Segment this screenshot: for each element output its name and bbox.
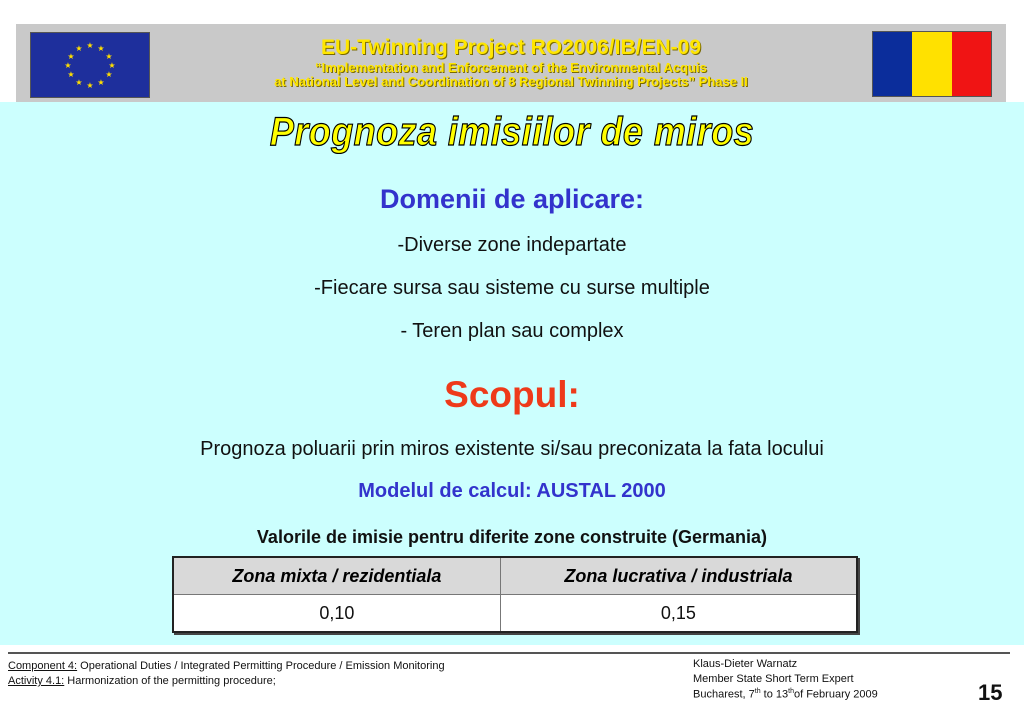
svg-text:★: ★ — [64, 61, 72, 70]
svg-text:★: ★ — [105, 70, 113, 79]
svg-text:★: ★ — [97, 78, 105, 87]
place-mid: to 13 — [760, 688, 789, 701]
application-item: -Fiecare sursa sau sisteme cu surse multiple — [314, 277, 710, 299]
flag-stripe-yellow — [912, 32, 951, 96]
application-item: -Diverse zone indepartate — [397, 234, 627, 256]
table-caption: Valorile de imisie pentru diferite zone construite (Germania) — [256, 527, 768, 547]
slide-title: Prognoza imisiilor de miros — [269, 110, 755, 154]
project-subtitle-line1: “Implementation and Enforcement of the Environmental Acquis — [315, 60, 707, 75]
table-row — [173, 595, 857, 633]
footer-role: Member State Short Term Expert — [693, 673, 854, 685]
application-item: - Teren plan sau complex — [400, 320, 624, 342]
model-label: Modelul de calcul: AUSTAL 2000 — [358, 480, 666, 502]
svg-text:★: ★ — [97, 44, 105, 53]
svg-text:★: ★ — [75, 78, 83, 87]
table-cell: 0,10 — [173, 595, 500, 633]
romania-flag-icon — [872, 31, 992, 97]
place-suffix: of February 2009 — [793, 688, 878, 701]
svg-text:★: ★ — [108, 61, 116, 70]
footer-activity — [8, 675, 276, 687]
svg-text:★: ★ — [86, 81, 94, 90]
footer-place-date — [693, 688, 878, 701]
table-header-row — [173, 557, 857, 595]
eu-flag-icon — [30, 32, 150, 98]
project-title: EU-Twinning Project RO2006/IB/EN-09 — [320, 36, 702, 59]
svg-text:★: ★ — [86, 41, 94, 50]
place-prefix: Bucharest, 7 — [693, 688, 755, 701]
applications-heading: Domenii de aplicare: — [379, 184, 645, 214]
date-suffix: th — [754, 688, 761, 695]
header-band — [16, 24, 1006, 102]
svg-text:★: ★ — [67, 52, 75, 61]
project-subtitle-line2: at National Level and Coordination of 8 Regional Twinning Projects” Phase II — [274, 74, 748, 89]
svg-text:★: ★ — [105, 52, 113, 61]
flag-stripe-blue — [873, 32, 912, 96]
flag-stripe-red — [952, 32, 991, 96]
emission-values-table — [172, 556, 858, 633]
svg-text:★: ★ — [67, 70, 75, 79]
footer-divider — [8, 652, 1010, 654]
scope-text: Prognoza poluarii prin miros existente si/sau preconizata la fata locului — [200, 438, 824, 460]
component-text: Operational Duties / Integrated Permitting Procedure / Emission Monitoring — [77, 660, 445, 672]
activity-label: Activity 4.1: — [8, 675, 65, 687]
footer-author: Klaus-Dieter Warnatz — [693, 658, 798, 670]
activity-text: Harmonization of the permitting procedure; — [64, 675, 276, 687]
svg-text:★: ★ — [75, 44, 83, 53]
column-header: Zona mixta / rezidentiala — [173, 557, 500, 595]
date-suffix: th — [788, 688, 794, 695]
component-label: Component 4: — [8, 660, 78, 672]
table-cell: 0,15 — [500, 595, 857, 633]
page-number: 15 — [978, 680, 1003, 705]
footer-component — [8, 660, 445, 672]
scope-heading: Scopul: — [444, 374, 580, 415]
column-header: Zona lucrativa / industriala — [500, 557, 857, 595]
